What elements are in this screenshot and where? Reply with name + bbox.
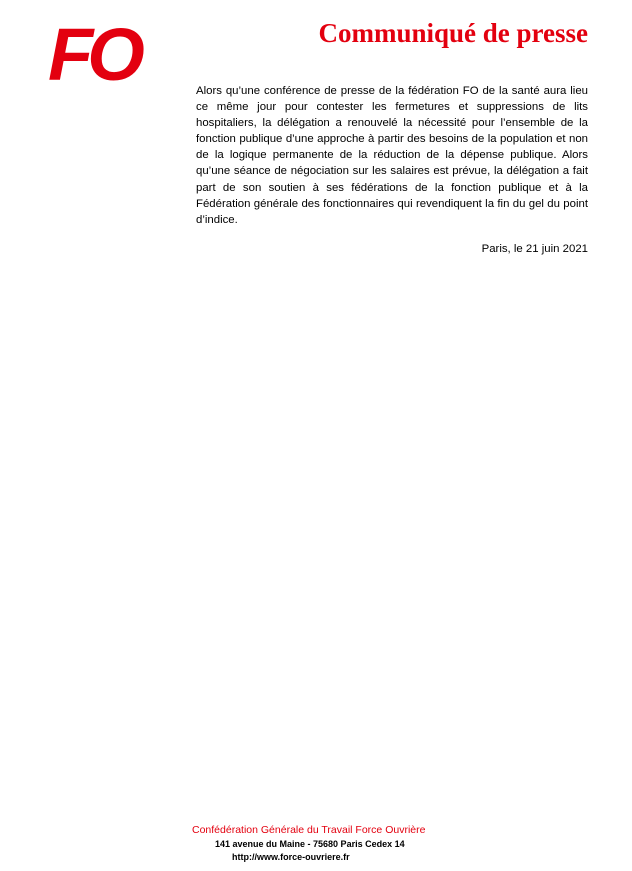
- footer-url[interactable]: http://www.force-ouvriere.fr: [232, 852, 350, 862]
- dateline: Paris, le 21 juin 2021: [481, 243, 588, 255]
- fo-logo-graphic: [48, 13, 139, 96]
- fo-logo: [48, 13, 139, 96]
- footer-address: 141 avenue du Maine - 75680 Paris Cedex 14: [215, 839, 405, 849]
- page-title: Communiqué de presse: [318, 18, 588, 48]
- footer-organization: Confédération Générale du Travail Force Ouvrière: [192, 824, 426, 836]
- footer: [192, 823, 452, 864]
- fo-logo-text: FO: [48, 13, 139, 96]
- press-release-body: Alors qu’une conférence de presse de la fédération FO de la santé aura lieu ce même jour pour contester les fermetures et suppressions de lits hospitaliers, la délégation a renouvelé la nécessité pour l’ensemble de la fonction publique d’une approche à partir des besoins de la population et non de la logique permanente de la réduction de la dépense publique. Alors qu’une séance de négociation sur les salaires est prévue, la délégation a fait part de son soutien à ses fédérations de la fonction publique et à la Fédération générale des fonctionnaires qui revendiquent la fin du gel du point d’indice.: [196, 85, 588, 226]
